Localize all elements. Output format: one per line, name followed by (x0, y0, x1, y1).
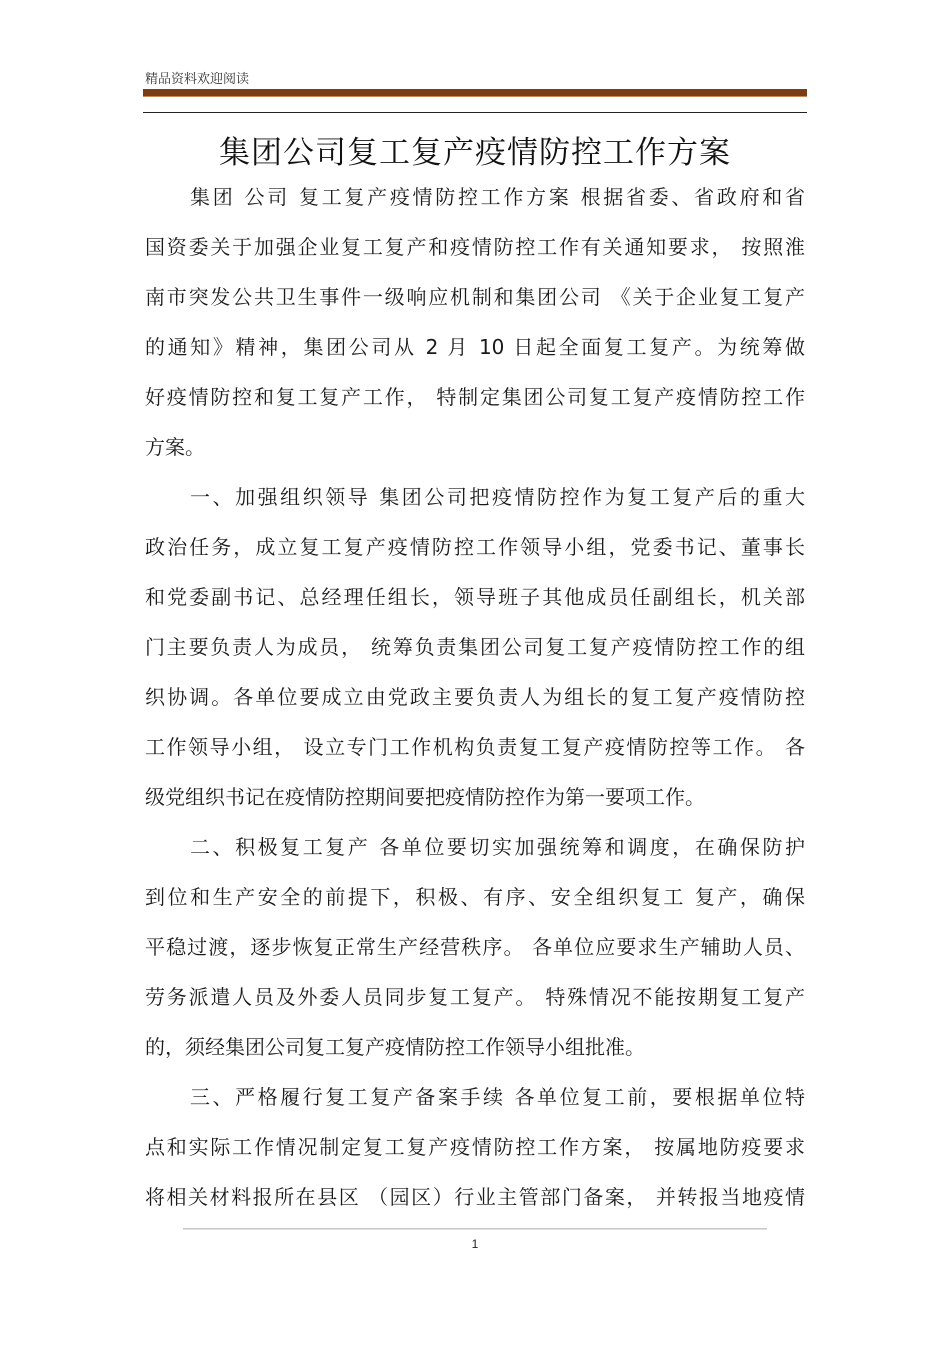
paragraph-line: 一、加强组织领导 集团公司把疫情防控作为复工复产后的重大 (190, 485, 805, 509)
paragraph-line: 集团 公司 复工复产疫情防控工作方案 根据省委、省政府和省 (190, 185, 805, 209)
paragraph-line: 的通知》精神，集团公司从 2 月 10 日起全面复工复产。为统筹做 (145, 335, 805, 359)
header-rule-brown (143, 89, 807, 97)
paragraph-line: 劳务派遣人员及外委人员同步复工复产。 特殊情况不能按期复工复产 (145, 985, 805, 1009)
header-label: 精品资料欢迎阅读 (145, 72, 250, 87)
footer-rule (183, 1228, 767, 1230)
header-rule-thin (143, 112, 807, 113)
paragraph-line: 将相关材料报所在县区 （园区）行业主管部门备案， 并转报当地疫情 (145, 1185, 805, 1209)
paragraph-line: 和党委副书记、总经理任组长，领导班子其他成员任副组长，机关部 (145, 585, 805, 609)
paragraph-line: 国资委关于加强企业复工复产和疫情防控工作有关通知要求， 按照淮 (145, 235, 805, 259)
paragraph-line: 二、积极复工复产 各单位要切实加强统筹和调度，在确保防护 (190, 835, 805, 859)
paragraph-line: 门主要负责人为成员， 统筹负责集团公司复工复产疫情防控工作的组 (145, 635, 805, 659)
paragraph-line: 织协调。各单位要成立由党政主要负责人为组长的复工复产疫情防控 (145, 685, 805, 709)
paragraph-line: 到位和生产安全的前提下，积极、有序、安全组织复工 复产，确保 (145, 885, 805, 909)
document-title: 集团公司复工复产疫情防控工作方案 (219, 135, 731, 171)
page-number: 1 (471, 1237, 479, 1251)
paragraph-line: 的，须经集团公司复工复产疫情防控工作领导小组批准。 (145, 1035, 645, 1059)
paragraph-line: 三、严格履行复工复产备案手续 各单位复工前，要根据单位特 (190, 1085, 805, 1109)
paragraph-line: 好疫情防控和复工复产工作， 特制定集团公司复工复产疫情防控工作 (145, 385, 805, 409)
paragraph-line: 南市突发公共卫生事件一级响应机制和集团公司 《关于企业复工复产 (145, 285, 805, 309)
paragraph-line: 级党组织书记在疫情防控期间要把疫情防控作为第一要项工作。 (145, 785, 705, 809)
paragraph-line: 方案。 (145, 435, 205, 459)
paragraph-line: 政治任务，成立复工复产疫情防控工作领导小组，党委书记、董事长 (145, 535, 805, 559)
paragraph-line: 工作领导小组， 设立专门工作机构负责复工复产疫情防控等工作。 各 (145, 735, 805, 759)
paragraph-line: 平稳过渡，逐步恢复正常生产经营秩序。 各单位应要求生产辅助人员、 (145, 935, 805, 959)
paragraph-line: 点和实际工作情况制定复工复产疫情防控工作方案， 按属地防疫要求 (145, 1135, 805, 1159)
